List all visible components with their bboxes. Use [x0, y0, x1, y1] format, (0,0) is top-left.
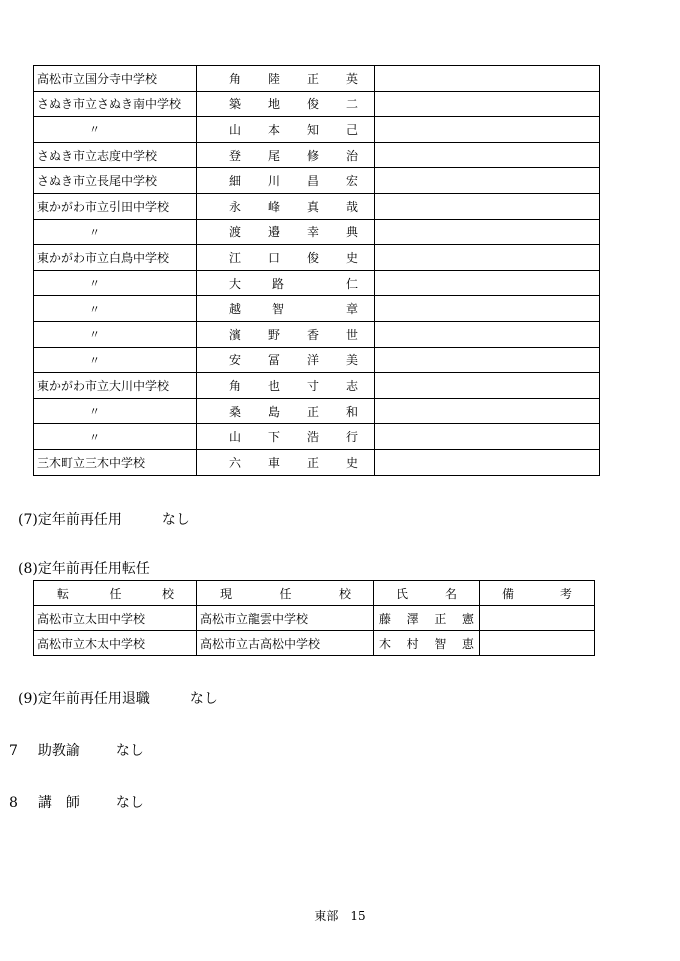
- name-cell: [197, 321, 375, 347]
- current-school-cell: 高松市立龍雲中学校: [197, 606, 374, 631]
- name-char: 陸: [267, 71, 280, 86]
- current-school-cell: 高松市立古高松中学校: [197, 631, 374, 656]
- page-footer: [0, 907, 680, 924]
- name-char: 島: [267, 404, 280, 419]
- ditto-mark: 〃: [89, 353, 100, 367]
- table-row: [34, 449, 600, 475]
- table-row: [34, 631, 595, 656]
- name-char: 江: [229, 250, 242, 265]
- section-label: 講 師: [37, 795, 80, 811]
- table-row: [34, 373, 600, 399]
- header-char: 備: [502, 586, 515, 601]
- table-row: [34, 321, 600, 347]
- name-cell: [197, 398, 375, 424]
- name-char: 世: [345, 327, 358, 342]
- name-char: 安: [229, 353, 242, 368]
- name-char: 六: [229, 455, 242, 470]
- section-8-heading: (8)定年前再任用転任: [18, 561, 150, 577]
- name-char: 正: [306, 71, 319, 86]
- name-char: 邉: [267, 225, 280, 240]
- section-7-heading: [18, 509, 190, 529]
- section-label: (9)定年前再任用退職: [18, 691, 150, 707]
- remarks-cell: [480, 606, 595, 631]
- section-label: (7)定年前再任用: [18, 512, 122, 528]
- note-cell: [375, 245, 600, 271]
- name-char: 俊: [306, 250, 319, 265]
- name-char: 和: [345, 404, 358, 419]
- name-cell: [197, 245, 375, 271]
- name-char: 地: [267, 97, 280, 112]
- remarks-cell: [480, 631, 595, 656]
- ditto-mark: 〃: [89, 328, 100, 342]
- name-cell: [197, 142, 375, 168]
- name-char: 美: [345, 353, 358, 368]
- name-cell: [374, 606, 480, 631]
- name-char: 本: [267, 122, 280, 137]
- name-char: 川: [267, 174, 280, 189]
- ditto-mark: 〃: [89, 405, 100, 419]
- header-current-school: [197, 581, 374, 606]
- table-header-row: [34, 581, 595, 606]
- name-char: 恵: [461, 636, 474, 651]
- name-cell: [197, 168, 375, 194]
- name-char: 行: [345, 430, 358, 445]
- name-char: 大: [229, 276, 242, 291]
- table-row: [34, 424, 600, 450]
- name-char: 浩: [306, 430, 319, 445]
- header-char: 転: [57, 586, 70, 601]
- name-char: 真: [306, 199, 319, 214]
- name-char: 史: [345, 250, 358, 265]
- ditto-mark: 〃: [89, 277, 100, 291]
- table-row: [34, 117, 600, 143]
- section-number: 8: [9, 795, 18, 811]
- name-char: 冨: [267, 353, 280, 368]
- name-char: 正: [306, 404, 319, 419]
- table-row: [34, 270, 600, 296]
- section-lecturer-heading: [9, 792, 144, 812]
- name-char: 英: [345, 71, 358, 86]
- name-char: 野: [267, 327, 280, 342]
- note-cell: [375, 398, 600, 424]
- name-char: 濱: [229, 327, 242, 342]
- note-cell: [375, 193, 600, 219]
- name-char: 己: [345, 122, 358, 137]
- section-9-heading: [18, 688, 218, 708]
- school-cell: [34, 347, 197, 373]
- name-char: 路: [272, 276, 285, 291]
- section-value: なし: [189, 691, 218, 707]
- name-char: 治: [345, 148, 358, 163]
- header-char: 任: [279, 586, 292, 601]
- name-cell: [197, 66, 375, 92]
- note-cell: [375, 449, 600, 475]
- ditto-mark: 〃: [89, 225, 100, 239]
- name-cell: [197, 270, 375, 296]
- section-value: なし: [115, 743, 144, 759]
- school-cell: さぬき市立長尾中学校: [34, 168, 197, 194]
- name-char: 登: [229, 148, 242, 163]
- school-cell: [34, 296, 197, 322]
- header-name: [374, 581, 480, 606]
- header-char: 現: [220, 586, 233, 601]
- ditto-mark: 〃: [89, 302, 100, 316]
- name-char: 尾: [267, 148, 280, 163]
- transfer-table: [33, 580, 595, 656]
- name-char: 藤: [379, 611, 392, 626]
- name-cell: [197, 117, 375, 143]
- school-cell: 東かがわ市立白鳥中学校: [34, 245, 197, 271]
- section-assistant-heading: [9, 740, 144, 760]
- table-row: [34, 91, 600, 117]
- name-cell: [374, 631, 480, 656]
- name-char: 越: [229, 302, 242, 317]
- name-cell: [197, 193, 375, 219]
- name-char: 木: [379, 636, 392, 651]
- name-char: 山: [229, 122, 242, 137]
- note-cell: [375, 66, 600, 92]
- name-char: 寸: [306, 378, 319, 393]
- table-row: [34, 219, 600, 245]
- transfer-school-cell: 高松市立木太中学校: [34, 631, 197, 656]
- school-cell: [34, 270, 197, 296]
- school-cell: さぬき市立志度中学校: [34, 142, 197, 168]
- header-transfer-school: [34, 581, 197, 606]
- name-char: 憲: [461, 611, 474, 626]
- table-row: [34, 66, 600, 92]
- note-cell: [375, 373, 600, 399]
- note-cell: [375, 296, 600, 322]
- name-char: 典: [345, 225, 358, 240]
- school-cell: [34, 321, 197, 347]
- school-cell: [34, 219, 197, 245]
- name-char: 下: [267, 430, 280, 445]
- section-value: なし: [161, 512, 190, 528]
- name-char: 澤: [406, 611, 419, 626]
- note-cell: [375, 347, 600, 373]
- header-char: 校: [161, 586, 174, 601]
- name-char: 正: [306, 455, 319, 470]
- table-row: [34, 193, 600, 219]
- name-char: 史: [345, 455, 358, 470]
- name-cell: [197, 424, 375, 450]
- name-char: 細: [229, 174, 242, 189]
- name-char: 知: [306, 122, 319, 137]
- table-row: [34, 296, 600, 322]
- name-cell: [197, 373, 375, 399]
- name-char: 俊: [306, 97, 319, 112]
- note-cell: [375, 424, 600, 450]
- school-cell: [34, 424, 197, 450]
- assignment-table: [33, 65, 600, 476]
- header-char: 氏: [396, 586, 409, 601]
- table-row: [34, 398, 600, 424]
- name-cell: [197, 296, 375, 322]
- name-char: 峰: [267, 199, 280, 214]
- name-cell: [197, 449, 375, 475]
- name-char: 章: [345, 302, 358, 317]
- name-char: 修: [306, 148, 319, 163]
- header-char: 名: [444, 586, 457, 601]
- name-char: 山: [229, 430, 242, 445]
- table-row: [34, 168, 600, 194]
- name-char: 渡: [229, 225, 242, 240]
- name-char: 哉: [345, 199, 358, 214]
- note-cell: [375, 91, 600, 117]
- name-char: 車: [267, 455, 280, 470]
- name-char: 志: [345, 378, 358, 393]
- name-char: 智: [434, 636, 447, 651]
- school-cell: さぬき市立さぬき南中学校: [34, 91, 197, 117]
- name-char: 智: [272, 302, 285, 317]
- name-char: 二: [345, 97, 358, 112]
- name-char: 正: [434, 611, 447, 626]
- table-row: [34, 347, 600, 373]
- name-char: 角: [229, 378, 242, 393]
- name-char: 香: [306, 327, 319, 342]
- header-char: 任: [109, 586, 122, 601]
- name-char: 永: [229, 199, 242, 214]
- name-char: 桑: [229, 404, 242, 419]
- name-char: 宏: [345, 174, 358, 189]
- note-cell: [375, 117, 600, 143]
- section-label: 助教諭: [37, 743, 80, 759]
- header-char: 考: [559, 586, 572, 601]
- section-number: 7: [9, 743, 18, 759]
- name-char: 幸: [306, 225, 319, 240]
- name-char: 口: [267, 250, 280, 265]
- header-remarks: [480, 581, 595, 606]
- transfer-school-cell: 高松市立太田中学校: [34, 606, 197, 631]
- name-cell: [197, 219, 375, 245]
- name-char: 築: [229, 97, 242, 112]
- school-cell: 東かがわ市立引田中学校: [34, 193, 197, 219]
- name-char: 洋: [306, 353, 319, 368]
- ditto-mark: 〃: [89, 123, 100, 137]
- school-cell: 高松市立国分寺中学校: [34, 66, 197, 92]
- note-cell: [375, 219, 600, 245]
- school-cell: [34, 398, 197, 424]
- note-cell: [375, 142, 600, 168]
- name-char: 角: [229, 71, 242, 86]
- name-cell: [197, 347, 375, 373]
- ditto-mark: 〃: [89, 430, 100, 444]
- school-cell: 東かがわ市立大川中学校: [34, 373, 197, 399]
- name-cell: [197, 91, 375, 117]
- note-cell: [375, 321, 600, 347]
- table-row: [34, 245, 600, 271]
- note-cell: [375, 270, 600, 296]
- page-number: 15: [350, 909, 366, 923]
- table-row: [34, 142, 600, 168]
- header-char: 校: [338, 586, 351, 601]
- note-cell: [375, 168, 600, 194]
- name-char: 仁: [345, 276, 358, 291]
- footer-section: 東部: [314, 909, 339, 923]
- name-char: 村: [406, 636, 419, 651]
- name-char: 昌: [306, 174, 319, 189]
- section-value: なし: [115, 795, 144, 811]
- name-char: 也: [267, 378, 280, 393]
- school-cell: [34, 117, 197, 143]
- school-cell: 三木町立三木中学校: [34, 449, 197, 475]
- table-row: [34, 606, 595, 631]
